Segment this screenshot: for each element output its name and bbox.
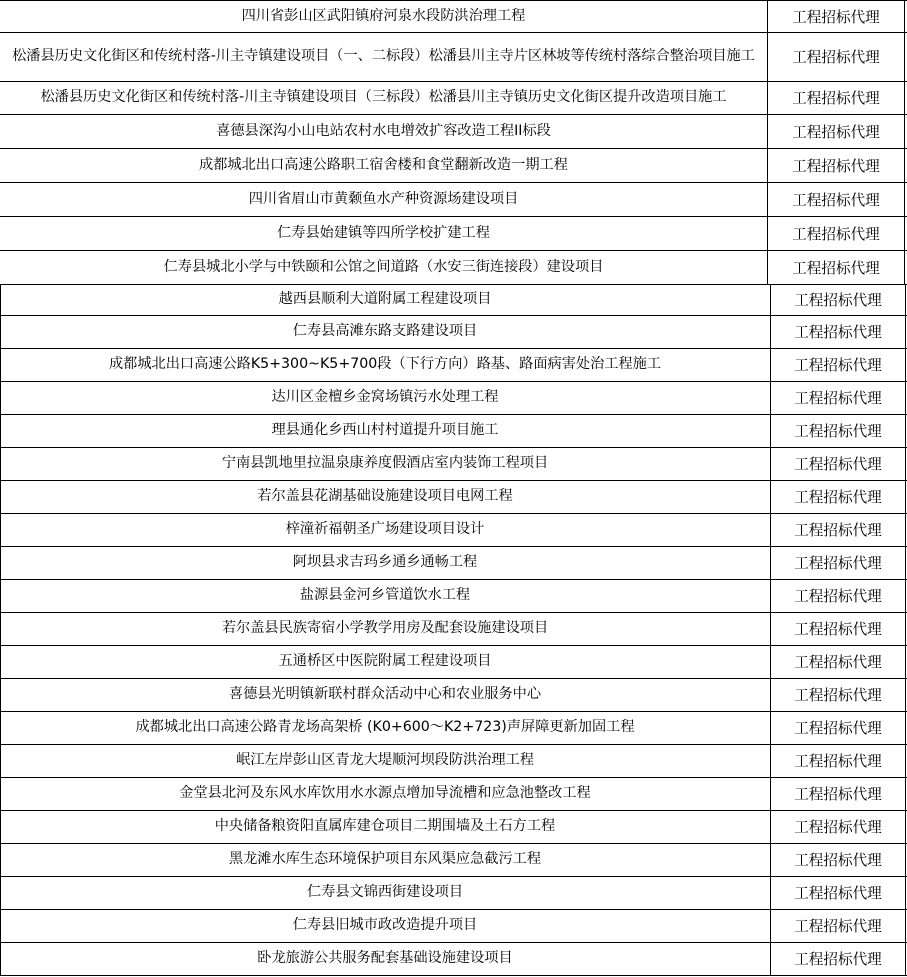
table-row [0,0,907,33]
table-row [0,909,907,943]
service-type-cell: 工程招标代理 [770,546,906,579]
project-name-cell: 喜德县光明镇新联村群众活动中心和农业服务中心 [228,686,542,702]
service-type-cell: 工程招标代理 [767,182,905,216]
table-left-border [0,284,1,975]
table-row [0,284,907,316]
project-name-cell: 四川省眉山市黄颡鱼水产种资源场建设项目 [248,190,519,207]
service-type-cell: 工程招标代理 [770,645,906,678]
service-type-cell: 工程招标代理 [770,678,906,711]
service-type-cell: 工程招标代理 [767,81,905,114]
table-row [0,348,907,382]
project-name-cell: 岷江左岸彭山区青龙大堤顺河坝段防洪治理工程 [236,752,534,768]
project-name-cell: 盐源县金河乡管道饮水工程 [299,587,471,603]
service-type-cell: 工程招标代理 [767,32,905,81]
table-row [0,612,907,646]
service-type-cell: 工程招标代理 [770,579,906,612]
project-name-cell: 成都城北出口高速公路K5+300~K5+700段（下行方向）路基、路面病害处治工程施工 [108,356,662,372]
project-name-cell: 达川区金檀乡金窝场镇污水处理工程 [271,389,499,405]
project-name-cell: 仁寿县旧城市政改造提升项目 [292,917,478,933]
service-type-cell: 工程招标代理 [770,876,906,909]
project-name-cell: 金堂县北河及东风水库饮用水水源点增加导流槽和应急池整改工程 [179,785,591,801]
service-type-cell: 工程招标代理 [770,348,906,381]
project-name-cell: 若尔盖县花湖基础设施建设项目电网工程 [257,488,513,504]
table-row [0,843,907,877]
table-row [0,315,907,349]
project-name-cell: 松潘县历史文化街区和传统村落-川主寺镇建设项目（三标段）松潘县川主寺镇历史文化街区提升改造项目施工 [40,89,727,105]
service-type-cell: 工程招标代理 [770,513,906,546]
table-row [0,381,907,415]
project-name-cell: 理县通化乡西山村村道提升项目施工 [271,422,499,438]
service-type-cell: 工程招标代理 [770,810,906,843]
table-row [0,32,907,82]
service-type-cell: 工程招标代理 [770,612,906,645]
service-type-cell: 工程招标代理 [770,284,906,315]
project-name-cell: 中央储备粮资阳直属库建仓项目二期围墙及土石方工程 [214,818,556,834]
table-row [0,182,907,217]
table-row [0,546,907,580]
table-row [0,942,907,976]
table-row [0,148,907,183]
project-name-cell: 喜德县深沟小山电站农村水电增效扩容改造工程II标段 [216,122,551,139]
table-row [0,645,907,679]
table-row [0,250,907,285]
service-type-cell: 工程招标代理 [770,414,906,447]
service-type-cell: 工程招标代理 [770,711,906,744]
project-name-cell: 仁寿县文锦西街建设项目 [306,884,464,900]
service-type-cell: 工程招标代理 [770,777,906,810]
table-row [0,480,907,514]
service-type-cell: 工程招标代理 [770,480,906,513]
project-name-cell: 仁寿县始建镇等四所学校扩建工程 [277,224,490,241]
project-name-cell: 仁寿县城北小学与中铁颐和公馆之间道路（水安三街连接段）建设项目 [163,258,604,275]
table-row [0,447,907,481]
table-row [0,711,907,745]
service-type-cell: 工程招标代理 [770,381,906,414]
project-name-cell: 仁寿县高滩东路支路建设项目 [292,323,478,339]
project-name-cell: 若尔盖县民族寄宿小学教学用房及配套设施建设项目 [221,620,549,636]
project-name-cell: 阿坝县求吉玛乡通乡通畅工程 [292,554,478,570]
service-type-cell: 工程招标代理 [770,315,906,348]
table-row [0,216,907,251]
service-type-cell: 工程招标代理 [770,744,906,777]
project-name-cell: 黑龙滩水库生态环境保护项目东风渠应急截污工程 [228,851,542,867]
project-name-cell: 四川省彭山区武阳镇府河泉水段防洪治理工程 [241,7,526,24]
table-row [0,513,907,547]
project-name-cell: 松潘县历史文化街区和传统村落-川主寺镇建设项目（一、二标段）松潘县川主寺片区林坡等传统村落综合整治项目施工 [12,48,755,64]
project-name-cell: 越西县顺利大道附属工程建设项目 [278,291,492,307]
project-name-cell: 成都城北出口高速公路青龙场高架桥 (K0+600～K2+723)声屏障更新加固工程 [135,719,635,735]
table-row [0,414,907,448]
service-type-cell: 工程招标代理 [770,909,906,942]
table-row [0,579,907,613]
table-row [0,114,907,149]
service-type-cell: 工程招标代理 [767,216,905,250]
table-row [0,81,907,115]
service-type-cell: 工程招标代理 [767,0,905,32]
project-name-cell: 卧龙旅游公共服务配套基础设施建设项目 [257,950,513,966]
table-row [0,777,907,811]
project-name-cell: 成都城北出口高速公路职工宿舍楼和食堂翻新改造一期工程 [199,156,568,173]
table-row [0,678,907,712]
service-type-cell: 工程招标代理 [770,843,906,876]
service-type-cell: 工程招标代理 [767,114,905,148]
project-name-cell: 梓潼祈福朝圣广场建设项目设计 [285,521,485,537]
service-type-cell: 工程招标代理 [770,942,906,975]
table-row [0,744,907,778]
project-name-cell: 五通桥区中医院附属工程建设项目 [278,653,492,669]
service-type-cell: 工程招标代理 [767,148,905,182]
table-row [0,876,907,910]
service-type-cell: 工程招标代理 [770,447,906,480]
project-name-cell: 宁南县凯地里拉温泉康养度假酒店室内装饰工程项目 [221,455,549,471]
service-type-cell: 工程招标代理 [767,250,905,284]
table-row [0,810,907,844]
